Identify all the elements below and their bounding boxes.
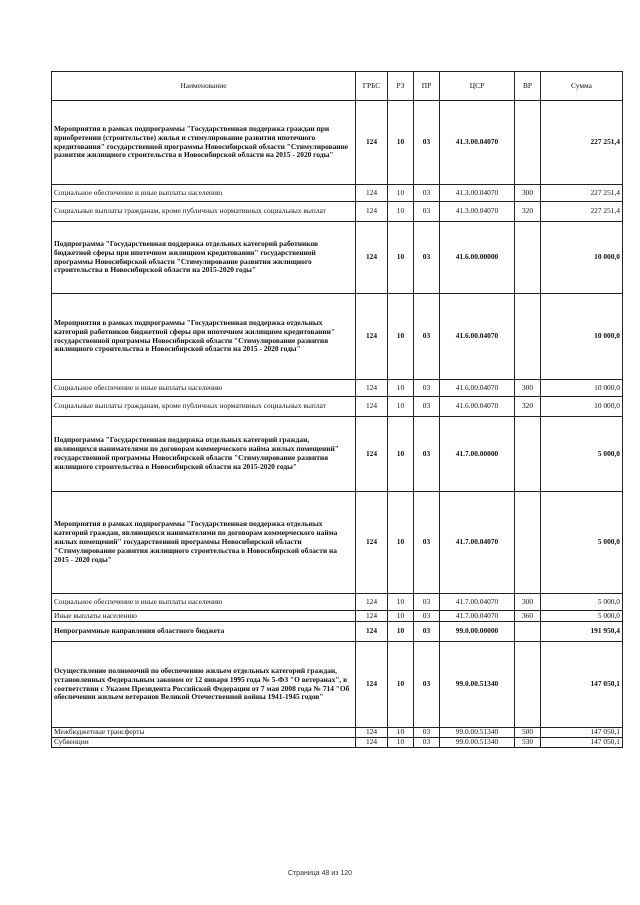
row-grbs: 124 (356, 737, 388, 747)
row-pr: 03 (414, 492, 440, 594)
row-csr: 99.0.00.51340 (440, 728, 515, 738)
row-sum: 227 251,4 (541, 185, 623, 202)
row-grbs: 124 (356, 594, 388, 611)
row-rz: 10 (388, 728, 414, 738)
row-rz: 10 (388, 417, 414, 492)
row-csr: 41.6.00.04070 (440, 397, 515, 417)
row-grbs: 124 (356, 380, 388, 397)
row-csr: 99.0.00.51340 (440, 642, 515, 728)
row-sum: 191 950,4 (541, 622, 623, 642)
row-vr (515, 222, 541, 294)
row-pr: 03 (414, 417, 440, 492)
row-name: Мероприятия в рамках подпрограммы "Государственная поддержка граждан при приобретении (строительстве) жилья и стимулирование развития ипотечного кредитования" государственной программы Новосибирской области "Стимулирование развития жилищного строительства в Новосибирской области на 2015 - 2020 годы" (52, 101, 356, 185)
row-csr: 41.6.00.04070 (440, 380, 515, 397)
row-vr: 530 (515, 737, 541, 747)
row-sum: 147 050,1 (541, 642, 623, 728)
table-row (52, 380, 623, 397)
budget-table (51, 71, 623, 748)
row-csr: 41.6.00.04070 (440, 294, 515, 380)
row-name: Иные выплаты населению (52, 611, 356, 622)
row-pr: 03 (414, 397, 440, 417)
table-row (52, 728, 623, 738)
row-rz: 10 (388, 492, 414, 594)
table-row (52, 101, 623, 185)
row-rz: 10 (388, 185, 414, 202)
table-row (52, 294, 623, 380)
row-vr (515, 417, 541, 492)
row-sum: 5 000,0 (541, 417, 623, 492)
row-vr: 320 (515, 202, 541, 222)
row-pr: 03 (414, 594, 440, 611)
row-rz: 10 (388, 380, 414, 397)
row-csr: 41.3.00.04070 (440, 101, 515, 185)
row-grbs: 124 (356, 611, 388, 622)
row-grbs: 124 (356, 642, 388, 728)
row-grbs: 124 (356, 294, 388, 380)
row-csr: 41.3.00.04070 (440, 185, 515, 202)
row-sum: 10 000,0 (541, 222, 623, 294)
row-grbs: 124 (356, 101, 388, 185)
row-name: Межбюджетные трансферты (52, 728, 356, 738)
row-pr: 03 (414, 728, 440, 738)
row-vr: 300 (515, 594, 541, 611)
row-rz: 10 (388, 202, 414, 222)
row-csr: 41.7.00.04070 (440, 594, 515, 611)
row-rz: 10 (388, 622, 414, 642)
table-header-row (52, 72, 623, 101)
row-sum: 10 000,0 (541, 380, 623, 397)
row-csr: 41.6.00.00000 (440, 222, 515, 294)
header-name: Наименование (52, 72, 356, 101)
row-pr: 03 (414, 611, 440, 622)
table-row (52, 492, 623, 594)
row-name: Подпрограмма "Государственная поддержка отдельных категорий граждан, являющихся нанимателями по договорам коммерческого найма жилых помещений" государственной программы Новосибирской области "Стимулирование развития жилищного строительства в Новосибирской области на 2015-2020 годы" (52, 417, 356, 492)
row-name: Социальные выплаты гражданам, кроме публичных нормативных социальных выплат (52, 202, 356, 222)
table-row (52, 611, 623, 622)
row-csr: 99.0.00.51340 (440, 737, 515, 747)
row-pr: 03 (414, 101, 440, 185)
row-name: Социальное обеспечение и иные выплаты населению (52, 380, 356, 397)
row-vr (515, 642, 541, 728)
row-sum: 227 251,4 (541, 101, 623, 185)
row-vr: 320 (515, 397, 541, 417)
row-vr: 300 (515, 185, 541, 202)
table-row (52, 417, 623, 492)
row-rz: 10 (388, 222, 414, 294)
header-grbs: ГРБС (356, 72, 388, 101)
row-sum: 5 000,0 (541, 492, 623, 594)
row-grbs: 124 (356, 202, 388, 222)
header-vr: ВР (515, 72, 541, 101)
row-vr (515, 294, 541, 380)
row-vr: 360 (515, 611, 541, 622)
header-rz: РЗ (388, 72, 414, 101)
row-name: Мероприятия в рамках подпрограммы "Государственная поддержка отдельных категорий работников бюджетной сферы при ипотечном жилищном кредитовании" государственной программы Новосибирской области "Стимулирование развития жилищного строительства в Новосибирской области на 2015 - 2020 годы" (52, 294, 356, 380)
row-grbs: 124 (356, 417, 388, 492)
row-pr: 03 (414, 294, 440, 380)
row-sum: 147 050,1 (541, 737, 623, 747)
row-sum: 10 000,0 (541, 294, 623, 380)
row-sum: 5 000,0 (541, 611, 623, 622)
page-number: Страница 48 из 120 (287, 870, 353, 877)
row-grbs: 124 (356, 492, 388, 594)
row-vr (515, 101, 541, 185)
row-rz: 10 (388, 594, 414, 611)
row-name: Социальные выплаты гражданам, кроме публичных нормативных социальных выплат (52, 397, 356, 417)
row-pr: 03 (414, 222, 440, 294)
row-grbs: 124 (356, 622, 388, 642)
row-rz: 10 (388, 642, 414, 728)
table-row (52, 222, 623, 294)
row-vr: 300 (515, 380, 541, 397)
row-pr: 03 (414, 642, 440, 728)
row-name: Подпрограмма "Государственная поддержка отдельных категорий работников бюджетной сферы при ипотечном жилищном кредитовании" государственной программы Новосибирской области "Стимулирование развития жилищного строительства в Новосибирской области на 2015-2020 годы" (52, 222, 356, 294)
table-row (52, 737, 623, 747)
row-pr: 03 (414, 202, 440, 222)
row-name: Социальное обеспечение и иные выплаты населению (52, 185, 356, 202)
header-pr: ПР (414, 72, 440, 101)
row-vr (515, 622, 541, 642)
row-csr: 41.7.00.04070 (440, 492, 515, 594)
table-row (52, 185, 623, 202)
row-rz: 10 (388, 737, 414, 747)
row-pr: 03 (414, 737, 440, 747)
row-sum: 227 251,4 (541, 202, 623, 222)
table-row (52, 642, 623, 728)
row-vr: 500 (515, 728, 541, 738)
row-vr (515, 492, 541, 594)
row-csr: 41.3.00.04070 (440, 202, 515, 222)
header-csr: ЦСР (440, 72, 515, 101)
row-name: Осуществление полномочий по обеспечению жильем отдельных категорий граждан, установленных Федеральным законом от 12 января 1995 года № 5-ФЗ "О ветеранах", в соответствии с Указом Президента Российской Федерации от 7 мая 2008 года № 714 "Об обеспечении жильем ветеранов Великой Отечественной войны 1941-1945 годов" (52, 642, 356, 728)
row-pr: 03 (414, 380, 440, 397)
row-name: Мероприятия в рамках подпрограммы "Государственная поддержка отдельных категорий граждан, являющихся нанимателями по договорам коммерческого найма жилых помещений" государственной программы Новосибирской области "Стимулирование развития жилищного строительства в Новосибирской области на 2015 - 2020 годы" (52, 492, 356, 594)
row-csr: 41.7.00.04070 (440, 611, 515, 622)
row-grbs: 124 (356, 185, 388, 202)
row-grbs: 124 (356, 397, 388, 417)
row-sum: 147 050,1 (541, 728, 623, 738)
row-csr: 41.7.00.00000 (440, 417, 515, 492)
row-name: Непрограммные направления областного бюджета (52, 622, 356, 642)
row-rz: 10 (388, 101, 414, 185)
table-row (52, 594, 623, 611)
table-row (52, 622, 623, 642)
row-pr: 03 (414, 622, 440, 642)
row-name: Социальное обеспечение и иные выплаты населению (52, 594, 356, 611)
row-grbs: 124 (356, 728, 388, 738)
table-row (52, 202, 623, 222)
table-row (52, 397, 623, 417)
row-sum: 10 000,0 (541, 397, 623, 417)
row-rz: 10 (388, 294, 414, 380)
header-sum: Сумма (541, 72, 623, 101)
row-sum: 5 000,0 (541, 594, 623, 611)
row-pr: 03 (414, 185, 440, 202)
row-name: Субвенции (52, 737, 356, 747)
row-grbs: 124 (356, 222, 388, 294)
row-rz: 10 (388, 397, 414, 417)
row-rz: 10 (388, 611, 414, 622)
row-csr: 99.0.00.00000 (440, 622, 515, 642)
